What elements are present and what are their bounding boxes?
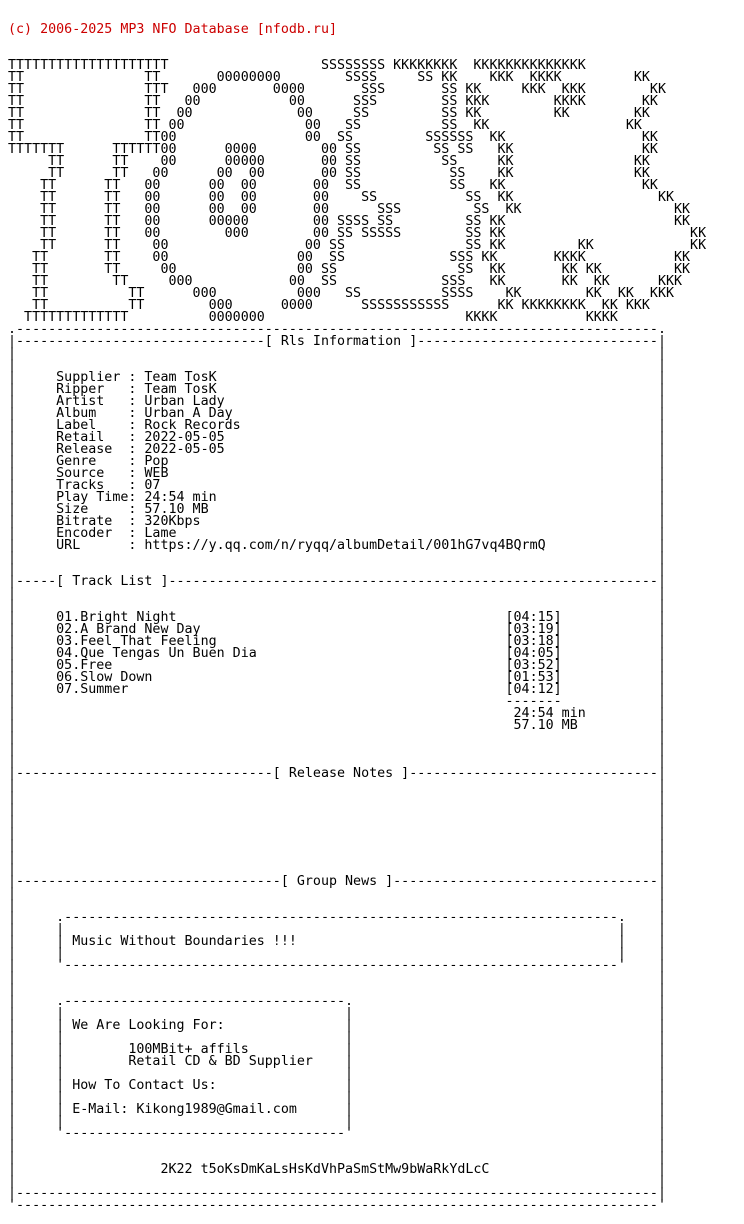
nfo-line: TT TT 000 00 SS SSS KK KK KK KKK xyxy=(8,274,683,289)
nfo-line: | Supplier : Team TosK | xyxy=(8,370,666,385)
nfo-line: | | 100MBit+ affils | | xyxy=(8,1042,666,1057)
nfo-document xyxy=(8,0,706,1224)
nfo-line: .--------------------------------------------------------------------------------. xyxy=(8,322,666,337)
nfo-line: TT TT 00000000 SSSS SS KK KKK KKKK KK xyxy=(8,70,650,85)
nfo-line: | | xyxy=(8,358,666,373)
nfo-line: | 07.Summer [04:12] | xyxy=(8,682,666,697)
nfo-line: | 01.Bright Night [04:15] | xyxy=(8,610,666,625)
nfo-line: | | How To Contact Us: | | xyxy=(8,1078,666,1093)
nfo-line: '--------------------------------------------------------------------------------' xyxy=(8,1198,666,1213)
nfo-line: TTTTTTTTTTTTT 0000000 KKKK KKKK xyxy=(8,310,618,325)
nfo-line: TT TT 00 00 SSS SS KKK KKKK KK xyxy=(8,94,658,109)
nfo-line: | | xyxy=(8,778,666,793)
nfo-line: | | xyxy=(8,982,666,997)
nfo-line: TT TT 00 000 00 SS SSSSS SS KK KK xyxy=(8,226,707,241)
nfo-line: | Genre : Pop | xyxy=(8,454,666,469)
nfo-line: | Artist : Urban Lady | xyxy=(8,394,666,409)
nfo-line: | | E-Mail: Kikong1989@Gmail.com | | xyxy=(8,1102,666,1117)
nfo-line: | URL : https://y.qq.com/n/ryqq/albumDetail/001hG7vq4BQrmQ | xyxy=(8,538,666,553)
nfo-line: TT TT 00 00 SS SS KK KK KK KK xyxy=(8,262,691,277)
nfo-line: | | | | xyxy=(8,1006,666,1021)
nfo-line: TTTTTTT TTTTTT00 0000 00 SS SS SS KK KK xyxy=(8,142,658,157)
nfo-line: | | | | xyxy=(8,1114,666,1129)
nfo-line: | | | | xyxy=(8,1066,666,1081)
nfo-line: TT TTT 000 0000 SSS SS KK KKK KKK KK xyxy=(8,82,666,97)
nfo-line: | | | | xyxy=(8,922,666,937)
nfo-line: TT TT 00 00 00 00 SS SS KK KK xyxy=(8,190,675,205)
nfo-line: TT TT 000 0000 SSSSSSSSSSS KK KKKKKKKK KK KKK xyxy=(8,298,650,313)
nfo-line: | | xyxy=(8,850,666,865)
nfo-line: | | xyxy=(8,790,666,805)
nfo-line: | | xyxy=(8,814,666,829)
nfo-line: | Bitrate : 320Kbps | xyxy=(8,514,666,529)
nfo-line: TT TT 00 00000 00 SS SS KK KK xyxy=(8,154,650,169)
nfo-line: TT TT 00 00 SS SS KK KK KK xyxy=(8,106,650,121)
nfo-line: | ------- | xyxy=(8,694,666,709)
nfo-line: TT TT 00 00 SS SSS KK KKKK KK xyxy=(8,250,691,265)
nfo-line: | | We Are Looking For: | | xyxy=(8,1018,666,1033)
nfo-line: | | xyxy=(8,562,666,577)
nfo-line: TT TT 00 00000 00 SSSS SS SS KK KK xyxy=(8,214,691,229)
nfo-line: | | xyxy=(8,586,666,601)
nfo-line: |---------------------------------[ Group News ]---------------------------------| xyxy=(8,874,666,889)
nfo-line: TT TT 00 00 00 00 SS SS KK KK xyxy=(8,178,658,193)
nfo-line: | Size : 57.10 MB | xyxy=(8,502,666,517)
nfo-line: |-------------------------------[ Rls Information ]------------------------------| xyxy=(8,334,666,349)
nfo-line: | | | | xyxy=(8,1090,666,1105)
nfo-line: | | xyxy=(8,802,666,817)
nfo-line: | | xyxy=(8,862,666,877)
nfo-line: | | xyxy=(8,1174,666,1189)
nfo-line: TT TT 00 00 SS SS KK KK xyxy=(8,118,642,133)
nfo-line: | Encoder : Lame | xyxy=(8,526,666,541)
nfo-line: | | xyxy=(8,970,666,985)
nfo-line: | 05.Free [03:52] | xyxy=(8,658,666,673)
nfo-line: | | xyxy=(8,598,666,613)
nfo-line: | 02.A Brand New Day [03:19] | xyxy=(8,622,666,637)
nfo-line: | Play Time: 24:54 min | xyxy=(8,490,666,505)
nfo-body xyxy=(8,60,706,1212)
nfo-line: | 24:54 min | xyxy=(8,706,666,721)
nfo-line: | | xyxy=(8,742,666,757)
nfo-line: |--------------------------------------------------------------------------------| xyxy=(8,1186,666,1201)
nfo-line: | | | | xyxy=(8,1030,666,1045)
nfo-line: | .---------------------------------------------------------------------. | xyxy=(8,910,666,925)
nfo-line: TT TT 00 00 00 00 SSS SS KK KK xyxy=(8,202,691,217)
nfo-line: | | Retail CD & BD Supplier | | xyxy=(8,1054,666,1069)
nfo-line: TTTTTTTTTTTTTTTTTTTT SSSSSSSS KKKKKKKK KKKKKKKKKKKKKK xyxy=(8,58,586,73)
nfo-line: | | xyxy=(8,1150,666,1165)
nfo-line: | Label : Rock Records | xyxy=(8,418,666,433)
nfo-line: | | xyxy=(8,730,666,745)
nfo-line: | | xyxy=(8,826,666,841)
nfo-line: | Source : WEB | xyxy=(8,466,666,481)
nfo-line: |-----[ Track List ]-------------------------------------------------------------| xyxy=(8,574,666,589)
nfo-line: | | xyxy=(8,550,666,565)
nfo-line: | | xyxy=(8,898,666,913)
nfo-line: | 03.Feel That Feeling [03:18] | xyxy=(8,634,666,649)
nfo-line: | | xyxy=(8,346,666,361)
nfo-line: | | xyxy=(8,886,666,901)
nfo-line: | | xyxy=(8,838,666,853)
nfo-line: | 06.Slow Down [01:53] | xyxy=(8,670,666,685)
nfo-line: | Release : 2022-05-05 | xyxy=(8,442,666,457)
nfo-line: | '-----------------------------------' | xyxy=(8,1126,666,1141)
nfo-line: TT TT 00 00 00 00 SS SS KK KK xyxy=(8,166,650,181)
nfo-line: | Tracks : 07 | xyxy=(8,478,666,493)
nfo-line: | | | | xyxy=(8,946,666,961)
nfo-line: | Album : Urban A Day | xyxy=(8,406,666,421)
nfo-line: TT TT 00 00 SS SS KK KK KK xyxy=(8,238,707,253)
nfo-line: | '---------------------------------------------------------------------' | xyxy=(8,958,666,973)
nfo-line: |--------------------------------[ Release Notes ]-------------------------------| xyxy=(8,766,666,781)
nfo-line: | 57.10 MB | xyxy=(8,718,666,733)
nfo-line: TT TT00 00 SS SSSSSS KK KK xyxy=(8,130,658,145)
nfo-line: | Ripper : Team TosK | xyxy=(8,382,666,397)
nfo-line: | | xyxy=(8,1138,666,1153)
nfo-line: | .-----------------------------------. | xyxy=(8,994,666,1009)
nfodb-credit-link[interactable]: (c) 2006-2025 MP3 NFO Database [nfodb.ru] xyxy=(8,22,337,37)
nfo-line: | Retail : 2022-05-05 | xyxy=(8,430,666,445)
nfo-line: | 04.Que Tengas Un Buen Dia [04:05] | xyxy=(8,646,666,661)
nfo-line: | | xyxy=(8,754,666,769)
nfo-line: TT TT 000 000 SS SSSS KK KK KK KKK xyxy=(8,286,675,301)
nfo-line: | | Music Without Boundaries !!! | | xyxy=(8,934,666,949)
nfo-line: | 2K22 t5oKsDmKaLsHsKdVhPaSmStMw9bWaRkYdLcC | xyxy=(8,1162,666,1177)
